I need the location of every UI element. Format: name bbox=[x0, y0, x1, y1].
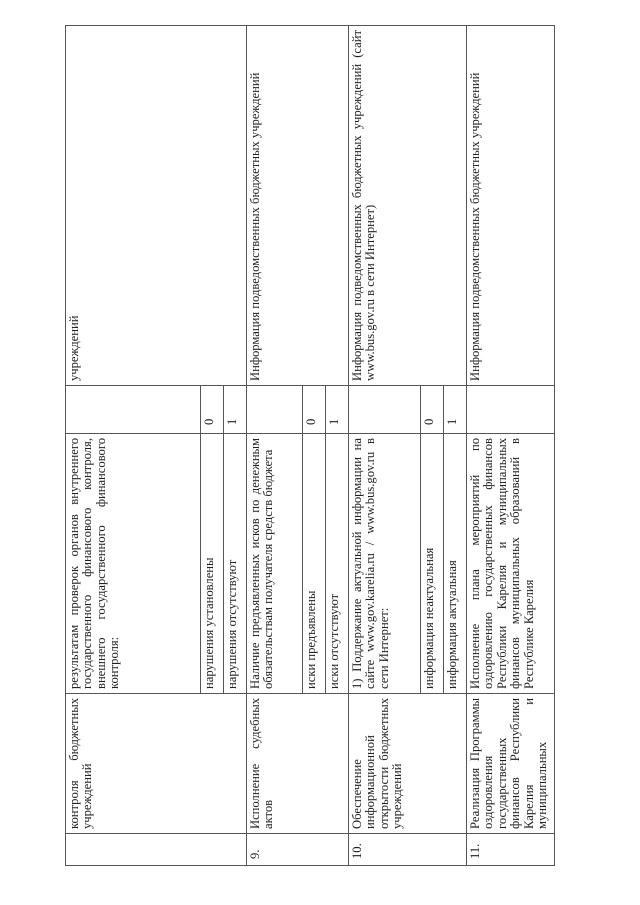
source-cell: Информация подведомственных бюджетных учреждений (сайт www.bus.gov.ru в сети Интернет) bbox=[349, 26, 467, 386]
option-label: информация неактуальная bbox=[421, 434, 444, 694]
source-cell: Информация подведомственных бюджетных учреждений bbox=[247, 26, 349, 386]
row-number: 11. bbox=[467, 834, 555, 866]
score-cell bbox=[349, 386, 421, 434]
indicator-cell: Реализация Программы оздоровления государственных финансов Республики Карелия и муниципальных bbox=[467, 694, 555, 834]
criterion-cell: 1) Поддержание актуальной информации на сайте www.gov.karelia.ru / www.bus.gov.ru в сети Интернет: bbox=[349, 434, 421, 694]
option-score: 1 bbox=[224, 386, 247, 434]
criterion-cell: результатам проверок органов внутреннего государственного финансового контроля, внешнего государственного финансового контроля: bbox=[66, 434, 201, 694]
score-cell bbox=[66, 386, 201, 434]
indicator-cell: контроля бюджетных учреждений bbox=[66, 694, 247, 834]
option-score: 0 bbox=[303, 386, 326, 434]
indicator-cell: Исполнение судебных актов bbox=[247, 694, 349, 834]
option-score: 0 bbox=[421, 386, 444, 434]
table-row bbox=[247, 26, 303, 866]
criteria-table bbox=[65, 25, 555, 866]
source-cell: Информация подведомственных бюджетных учреждений bbox=[467, 26, 555, 386]
option-score: 1 bbox=[326, 386, 349, 434]
rotated-table-container bbox=[65, 26, 640, 866]
indicator-cell: Обеспечение информационной открытости бюджетных учреждений bbox=[349, 694, 467, 834]
option-score: 1 bbox=[444, 386, 467, 434]
criterion-cell: Исполнение плана мероприятий по оздоровлению государственных финансов Республики Карелия и муниципальных финансов муниципальных образований в Республике Карелия bbox=[467, 434, 555, 694]
option-label: иски предъявлены bbox=[303, 434, 326, 694]
table-row bbox=[349, 26, 421, 866]
option-score: 0 bbox=[201, 386, 224, 434]
table-row bbox=[467, 26, 555, 866]
option-label: нарушения отсутствуют bbox=[224, 434, 247, 694]
source-cell: учреждений bbox=[66, 26, 247, 386]
row-number: 10. bbox=[349, 834, 467, 866]
table-row bbox=[66, 26, 201, 866]
option-label: информация актуальная bbox=[444, 434, 467, 694]
score-cell bbox=[467, 386, 555, 434]
row-number: 9. bbox=[247, 834, 349, 866]
option-label: иски отсутствуют bbox=[326, 434, 349, 694]
score-cell bbox=[247, 386, 303, 434]
option-label: нарушения установлены bbox=[201, 434, 224, 694]
row-number bbox=[66, 834, 247, 866]
criterion-cell: Наличие предъявленных исков по денежным обязательствам получателя средств бюджета bbox=[247, 434, 303, 694]
